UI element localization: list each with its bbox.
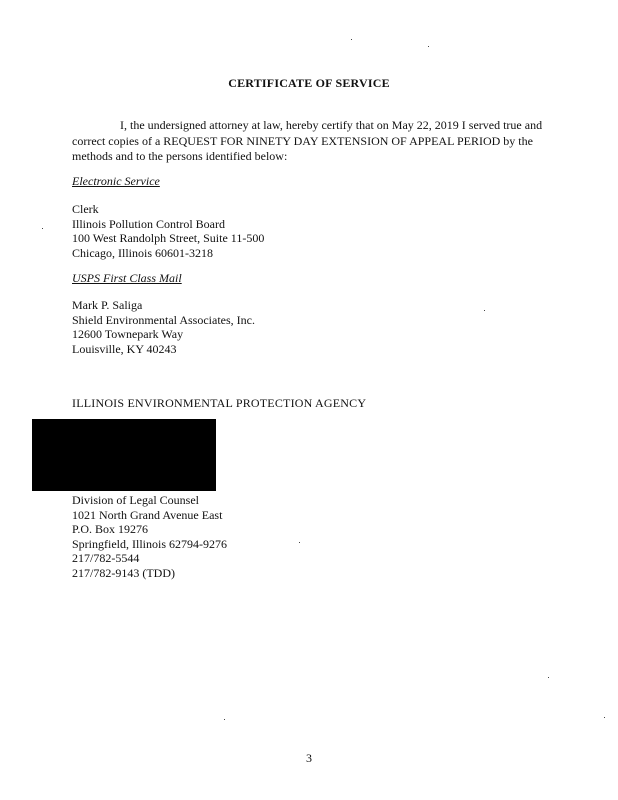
redacted-signature-block [32, 419, 216, 491]
scan-speck [428, 46, 429, 47]
electronic-service-heading [72, 174, 160, 189]
address-line: Shield Environmental Associates, Inc. [72, 312, 255, 327]
scan-speck [42, 228, 43, 229]
address-line: P.O. Box 19276 [72, 522, 149, 536]
usps-mail-heading [72, 271, 182, 286]
scan-speck [548, 677, 549, 678]
scan-speck [224, 719, 225, 720]
scan-speck [351, 39, 352, 40]
address-line: 217/782-9143 (TDD) [72, 565, 175, 580]
address-line: Clerk [72, 202, 99, 216]
address-line: Illinois Pollution Control Board [72, 216, 226, 231]
certification-text: I, the undersigned attorney at law, hereby certify that on May 22, 2019 I served true and correct copies of a REQUEST FOR NINETY DAY EXTENSION OF APPEAL PERIOD by the methods and to the persons identified below: [72, 118, 543, 163]
page-number: 3 [306, 751, 312, 765]
usps-mail-address [72, 298, 255, 356]
address-line: Division of Legal Counsel [72, 493, 199, 507]
scan-speck [299, 542, 300, 543]
address-line: 217/782-5544 [72, 551, 140, 565]
address-line: 12600 Townepark Way [72, 327, 184, 341]
address-line: 100 West Randolph Street, Suite 11-500 [72, 231, 265, 245]
electronic-service-address [72, 202, 264, 260]
address-line: Louisville, KY 40243 [72, 341, 177, 356]
scan-speck [484, 310, 485, 311]
scan-speck [604, 717, 605, 718]
certification-paragraph [72, 118, 552, 165]
address-line: Mark P. Saliga [72, 298, 143, 312]
agency-name: ILLINOIS ENVIRONMENTAL PROTECTION AGENCY [72, 396, 367, 410]
agency-address [72, 493, 227, 580]
address-line: Springfield, Illinois 62794-9276 [72, 536, 227, 551]
electronic-service-heading-text: Electronic Service [72, 174, 160, 188]
address-line: Chicago, Illinois 60601-3218 [72, 245, 213, 260]
address-line: 1021 North Grand Avenue East [72, 507, 223, 522]
document-title: CERTIFICATE OF SERVICE [228, 76, 390, 90]
usps-mail-heading-text: USPS First Class Mail [72, 271, 182, 285]
